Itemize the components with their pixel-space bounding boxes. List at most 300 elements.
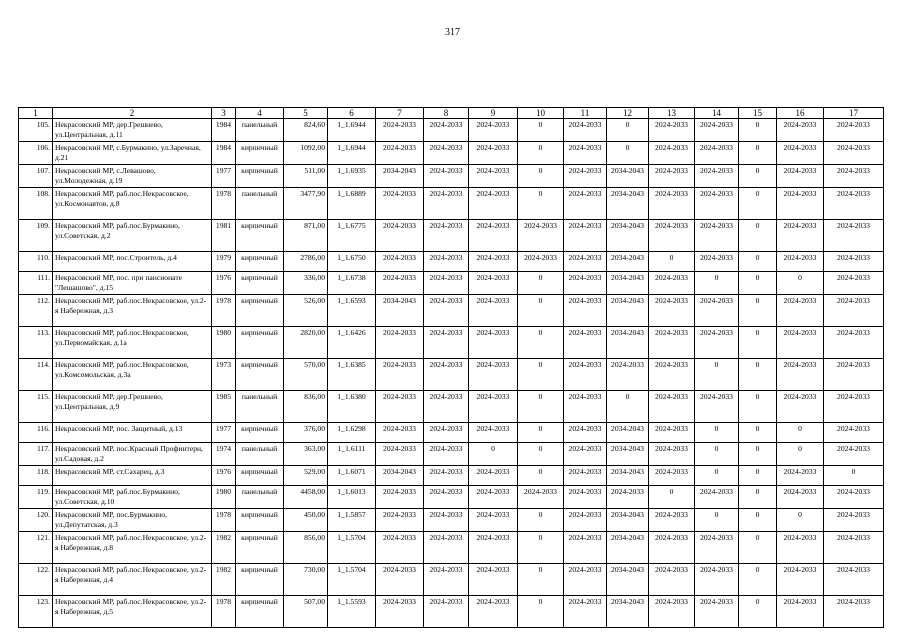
priority-index-cell: 1_1.6111: [328, 443, 376, 466]
period-col-16-cell: 2024-2033: [777, 188, 824, 220]
row-number-cell: 112.: [19, 295, 53, 327]
period-col-12-cell: 0: [607, 391, 649, 423]
area-cell: 529,00: [284, 466, 328, 486]
table-row: [19, 486, 884, 509]
priority-index-cell: 1_1.6593: [328, 295, 376, 327]
period-col-8-cell: 2024-2033: [424, 327, 469, 359]
period-col-17-cell: 2024-2033: [824, 295, 884, 327]
wall-material-cell: панельный: [236, 188, 284, 220]
period-col-9-cell: 2024-2033: [469, 486, 518, 509]
priority-index-cell: 1_1.6944: [328, 142, 376, 165]
period-col-15-cell: 0: [739, 564, 777, 596]
period-col-10-cell: 0: [518, 359, 564, 391]
priority-index-cell: 1_1.6071: [328, 466, 376, 486]
period-col-12-cell: 2024-2033: [607, 486, 649, 509]
period-col-10-cell: 2024-2033: [518, 486, 564, 509]
period-col-13-cell: 2024-2033: [649, 532, 695, 564]
row-number-cell: 120.: [19, 509, 53, 532]
period-col-17-cell: 2024-2033: [824, 443, 884, 466]
wall-material-cell: кирпичный: [236, 359, 284, 391]
column-header-15: 15: [739, 108, 777, 119]
area-cell: 836,00: [284, 391, 328, 423]
period-col-17-cell: 2024-2033: [824, 142, 884, 165]
period-col-7-cell: 2024-2033: [376, 564, 424, 596]
row-number-cell: 113.: [19, 327, 53, 359]
wall-material-cell: кирпичный: [236, 295, 284, 327]
period-col-8-cell: 2024-2033: [424, 220, 469, 252]
period-col-12-cell: 2034-2043: [607, 220, 649, 252]
period-col-9-cell: 2024-2033: [469, 509, 518, 532]
wall-material-cell: кирпичный: [236, 165, 284, 188]
address-cell: Некрасовский МР, раб.пос.Некрасовское, ул.2-я Набережная, д.3: [53, 295, 212, 327]
period-col-8-cell: 2024-2033: [424, 564, 469, 596]
year-built-cell: 1978: [212, 188, 236, 220]
period-col-12-cell: 2034-2043: [607, 252, 649, 272]
period-col-10-cell: 0: [518, 596, 564, 628]
period-col-11-cell: 2024-2033: [564, 142, 607, 165]
period-col-10-cell: 0: [518, 327, 564, 359]
period-col-8-cell: 2024-2033: [424, 466, 469, 486]
column-header-3: 3: [212, 108, 236, 119]
period-col-16-cell: 2024-2033: [777, 564, 824, 596]
area-cell: 3477,90: [284, 188, 328, 220]
column-header-10: 10: [518, 108, 564, 119]
table-row: [19, 423, 884, 443]
row-number-cell: 121.: [19, 532, 53, 564]
year-built-cell: 1980: [212, 327, 236, 359]
period-col-12-cell: 2024-2033: [607, 359, 649, 391]
priority-index-cell: 1_1.6750: [328, 252, 376, 272]
period-col-12-cell: 2034-2043: [607, 466, 649, 486]
address-cell: Некрасовский МР, пос.Строитель, д.4: [53, 252, 212, 272]
row-number-cell: 109.: [19, 220, 53, 252]
period-col-8-cell: 2024-2033: [424, 272, 469, 295]
table-row: [19, 509, 884, 532]
period-col-7-cell: 2024-2033: [376, 443, 424, 466]
period-col-8-cell: 2024-2033: [424, 486, 469, 509]
period-col-17-cell: 2024-2033: [824, 423, 884, 443]
period-col-13-cell: 2024-2033: [649, 119, 695, 142]
column-header-2: 2: [53, 108, 212, 119]
period-col-13-cell: 2024-2033: [649, 509, 695, 532]
header-row: [19, 108, 884, 119]
period-col-13-cell: 0: [649, 252, 695, 272]
column-header-17: 17: [824, 108, 884, 119]
row-number-cell: 114.: [19, 359, 53, 391]
address-cell: Некрасовский МР, ст.Сахарец, д.3: [53, 466, 212, 486]
table-row: [19, 466, 884, 486]
period-col-14-cell: 0: [695, 359, 739, 391]
year-built-cell: 1977: [212, 423, 236, 443]
period-col-17-cell: 2024-2033: [824, 327, 884, 359]
period-col-15-cell: 0: [739, 509, 777, 532]
period-col-9-cell: 2024-2033: [469, 423, 518, 443]
column-header-16: 16: [777, 108, 824, 119]
address-cell: Некрасовский МР, с.Бурмакино, ул.Заречная, д.21: [53, 142, 212, 165]
period-col-12-cell: 2034-2043: [607, 596, 649, 628]
period-col-8-cell: 2024-2033: [424, 119, 469, 142]
period-col-8-cell: 2024-2033: [424, 359, 469, 391]
year-built-cell: 1974: [212, 443, 236, 466]
period-col-11-cell: 2024-2033: [564, 295, 607, 327]
column-header-12: 12: [607, 108, 649, 119]
area-cell: 824,60: [284, 119, 328, 142]
period-col-11-cell: 2024-2033: [564, 272, 607, 295]
period-col-16-cell: 2024-2033: [777, 165, 824, 188]
period-col-16-cell: 2024-2033: [777, 596, 824, 628]
period-col-11-cell: 2024-2033: [564, 359, 607, 391]
period-col-8-cell: 2024-2033: [424, 295, 469, 327]
period-col-14-cell: 2024-2033: [695, 327, 739, 359]
period-col-12-cell: 2034-2043: [607, 423, 649, 443]
period-col-16-cell: 2024-2033: [777, 486, 824, 509]
period-col-10-cell: 2024-2033: [518, 252, 564, 272]
period-col-17-cell: 2024-2033: [824, 220, 884, 252]
period-col-8-cell: 2024-2033: [424, 165, 469, 188]
wall-material-cell: кирпичный: [236, 509, 284, 532]
period-col-11-cell: 2024-2033: [564, 509, 607, 532]
period-col-14-cell: 2024-2033: [695, 119, 739, 142]
wall-material-cell: панельный: [236, 443, 284, 466]
period-col-17-cell: 2024-2033: [824, 509, 884, 532]
year-built-cell: 1978: [212, 596, 236, 628]
period-col-17-cell: 2024-2033: [824, 272, 884, 295]
column-header-14: 14: [695, 108, 739, 119]
housing-repair-table: [18, 107, 884, 628]
period-col-7-cell: 2034-2043: [376, 466, 424, 486]
period-col-13-cell: 2024-2033: [649, 423, 695, 443]
period-col-15-cell: 0: [739, 466, 777, 486]
table-row: [19, 272, 884, 295]
address-cell: Некрасовский МР, раб.пос.Некрасовское, ул.Первомайская, д.1а: [53, 327, 212, 359]
address-cell: Некрасовский МР, раб.пос.Бурмакино, ул.Советская, д.2: [53, 220, 212, 252]
period-col-10-cell: 0: [518, 119, 564, 142]
period-col-10-cell: 0: [518, 391, 564, 423]
period-col-13-cell: 2024-2033: [649, 165, 695, 188]
priority-index-cell: 1_1.6385: [328, 359, 376, 391]
period-col-12-cell: 2034-2043: [607, 165, 649, 188]
row-number-cell: 116.: [19, 423, 53, 443]
priority-index-cell: 1_1.6775: [328, 220, 376, 252]
period-col-7-cell: 2034-2043: [376, 165, 424, 188]
area-cell: 2820,00: [284, 327, 328, 359]
table-row: [19, 443, 884, 466]
period-col-17-cell: 2024-2033: [824, 564, 884, 596]
period-col-15-cell: 0: [739, 272, 777, 295]
address-cell: Некрасовский МР, дер.Грешнево, ул.Центральная, д.11: [53, 119, 212, 142]
period-col-7-cell: 2024-2033: [376, 252, 424, 272]
period-col-15-cell: 0: [739, 165, 777, 188]
period-col-12-cell: 2034-2043: [607, 295, 649, 327]
year-built-cell: 1982: [212, 532, 236, 564]
priority-index-cell: 1_1.5593: [328, 596, 376, 628]
address-cell: Некрасовский МР, пос. Защитный, д.13: [53, 423, 212, 443]
period-col-14-cell: 2024-2033: [695, 295, 739, 327]
period-col-9-cell: 2024-2033: [469, 532, 518, 564]
period-col-9-cell: 2024-2033: [469, 119, 518, 142]
period-col-9-cell: 2024-2033: [469, 466, 518, 486]
period-col-14-cell: 2024-2033: [695, 188, 739, 220]
period-col-11-cell: 2024-2033: [564, 252, 607, 272]
period-col-13-cell: 2024-2033: [649, 391, 695, 423]
period-col-10-cell: 0: [518, 509, 564, 532]
period-col-16-cell: 0: [777, 443, 824, 466]
area-cell: 856,00: [284, 532, 328, 564]
period-col-11-cell: 2024-2033: [564, 564, 607, 596]
period-col-10-cell: 0: [518, 564, 564, 596]
row-number-cell: 108.: [19, 188, 53, 220]
period-col-15-cell: 0: [739, 119, 777, 142]
area-cell: 730,00: [284, 564, 328, 596]
year-built-cell: 1973: [212, 359, 236, 391]
period-col-16-cell: 2024-2033: [777, 220, 824, 252]
period-col-14-cell: 2024-2033: [695, 220, 739, 252]
period-col-8-cell: 2024-2033: [424, 596, 469, 628]
period-col-10-cell: 0: [518, 188, 564, 220]
period-col-10-cell: 0: [518, 532, 564, 564]
page-number: 317: [445, 27, 460, 38]
table-row: [19, 391, 884, 423]
period-col-13-cell: 2024-2033: [649, 327, 695, 359]
period-col-15-cell: 0: [739, 486, 777, 509]
row-number-cell: 118.: [19, 466, 53, 486]
year-built-cell: 1980: [212, 486, 236, 509]
row-number-cell: 106.: [19, 142, 53, 165]
row-number-cell: 119.: [19, 486, 53, 509]
table-row: [19, 252, 884, 272]
address-cell: Некрасовский МР, раб.пос.Некрасовское, ул.2-я Набережная, д.8: [53, 532, 212, 564]
area-cell: 4458,00: [284, 486, 328, 509]
period-col-14-cell: 2024-2033: [695, 165, 739, 188]
period-col-9-cell: 2024-2033: [469, 564, 518, 596]
column-header-4: 4: [236, 108, 284, 119]
priority-index-cell: 1_1.6380: [328, 391, 376, 423]
column-header-6: 6: [328, 108, 376, 119]
period-col-16-cell: 2024-2033: [777, 391, 824, 423]
period-col-11-cell: 2024-2033: [564, 596, 607, 628]
period-col-11-cell: 2024-2033: [564, 486, 607, 509]
period-col-17-cell: 2024-2033: [824, 486, 884, 509]
priority-index-cell: 1_1.5857: [328, 509, 376, 532]
priority-index-cell: 1_1.6889: [328, 188, 376, 220]
area-cell: 376,00: [284, 423, 328, 443]
address-cell: Некрасовский МР, раб.пос.Некрасовское, ул.2-я Набережная, д.4: [53, 564, 212, 596]
address-cell: Некрасовский МР, раб.пос.Некрасовское, ул.Космонавтов, д.8: [53, 188, 212, 220]
period-col-17-cell: 2024-2033: [824, 532, 884, 564]
period-col-14-cell: 2024-2033: [695, 391, 739, 423]
period-col-16-cell: 0: [777, 272, 824, 295]
period-col-12-cell: 2034-2043: [607, 188, 649, 220]
period-col-14-cell: 2024-2033: [695, 486, 739, 509]
area-cell: 511,00: [284, 165, 328, 188]
area-cell: 526,00: [284, 295, 328, 327]
priority-index-cell: 1_1.6298: [328, 423, 376, 443]
period-col-12-cell: 2034-2043: [607, 327, 649, 359]
period-col-15-cell: 0: [739, 596, 777, 628]
period-col-15-cell: 0: [739, 220, 777, 252]
period-col-15-cell: 0: [739, 327, 777, 359]
period-col-11-cell: 2024-2033: [564, 165, 607, 188]
period-col-14-cell: 2024-2033: [695, 596, 739, 628]
table-row: [19, 165, 884, 188]
period-col-11-cell: 2024-2033: [564, 532, 607, 564]
wall-material-cell: кирпичный: [236, 564, 284, 596]
period-col-7-cell: 2024-2033: [376, 509, 424, 532]
period-col-16-cell: 0: [777, 423, 824, 443]
period-col-7-cell: 2024-2033: [376, 359, 424, 391]
period-col-15-cell: 0: [739, 532, 777, 564]
year-built-cell: 1976: [212, 466, 236, 486]
period-col-7-cell: 2024-2033: [376, 596, 424, 628]
wall-material-cell: панельный: [236, 391, 284, 423]
period-col-12-cell: 0: [607, 142, 649, 165]
period-col-16-cell: 2024-2033: [777, 327, 824, 359]
period-col-8-cell: 2024-2033: [424, 443, 469, 466]
period-col-12-cell: 2034-2043: [607, 564, 649, 596]
row-number-cell: 110.: [19, 252, 53, 272]
period-col-9-cell: 2024-2033: [469, 220, 518, 252]
period-col-10-cell: 0: [518, 142, 564, 165]
address-cell: Некрасовский МР, дер.Грешнево, ул.Центральная, д.9: [53, 391, 212, 423]
column-header-13: 13: [649, 108, 695, 119]
area-cell: 871,00: [284, 220, 328, 252]
wall-material-cell: кирпичный: [236, 142, 284, 165]
period-col-10-cell: 0: [518, 272, 564, 295]
year-built-cell: 1978: [212, 509, 236, 532]
period-col-16-cell: 2024-2033: [777, 252, 824, 272]
period-col-17-cell: 0: [824, 466, 884, 486]
period-col-9-cell: 2024-2033: [469, 252, 518, 272]
row-number-cell: 122.: [19, 564, 53, 596]
period-col-15-cell: 0: [739, 359, 777, 391]
period-col-7-cell: 2024-2033: [376, 423, 424, 443]
period-col-12-cell: 2034-2043: [607, 509, 649, 532]
period-col-14-cell: 0: [695, 443, 739, 466]
address-cell: Некрасовский МР, пос.Красный Профинтерн, ул.Садовая, д.2: [53, 443, 212, 466]
period-col-7-cell: 2024-2033: [376, 188, 424, 220]
column-header-9: 9: [469, 108, 518, 119]
area-cell: 363,00: [284, 443, 328, 466]
wall-material-cell: панельный: [236, 486, 284, 509]
table-row: [19, 188, 884, 220]
period-col-7-cell: 2034-2043: [376, 295, 424, 327]
period-col-7-cell: 2024-2033: [376, 532, 424, 564]
period-col-15-cell: 0: [739, 423, 777, 443]
period-col-7-cell: 2024-2033: [376, 119, 424, 142]
period-col-16-cell: 2024-2033: [777, 295, 824, 327]
period-col-11-cell: 2024-2033: [564, 466, 607, 486]
period-col-14-cell: 2024-2033: [695, 252, 739, 272]
period-col-13-cell: 2024-2033: [649, 188, 695, 220]
period-col-12-cell: 2034-2043: [607, 532, 649, 564]
period-col-13-cell: 2024-2033: [649, 359, 695, 391]
period-col-15-cell: 0: [739, 188, 777, 220]
address-cell: Некрасовский МР, с.Левашово, ул.Молодежная, д.19: [53, 165, 212, 188]
period-col-12-cell: 0: [607, 119, 649, 142]
address-cell: Некрасовский МР, пос. при пансионате "Лешашово", д.15: [53, 272, 212, 295]
period-col-17-cell: 2024-2033: [824, 119, 884, 142]
period-col-8-cell: 2024-2033: [424, 423, 469, 443]
period-col-9-cell: 2024-2033: [469, 327, 518, 359]
area-cell: 507,00: [284, 596, 328, 628]
period-col-7-cell: 2024-2033: [376, 142, 424, 165]
table-row: [19, 596, 884, 628]
period-col-16-cell: 2024-2033: [777, 142, 824, 165]
row-number-cell: 111.: [19, 272, 53, 295]
period-col-16-cell: 0: [777, 509, 824, 532]
period-col-14-cell: 0: [695, 509, 739, 532]
wall-material-cell: кирпичный: [236, 272, 284, 295]
period-col-14-cell: 0: [695, 423, 739, 443]
period-col-15-cell: 0: [739, 443, 777, 466]
year-built-cell: 1979: [212, 252, 236, 272]
period-col-8-cell: 2024-2033: [424, 391, 469, 423]
period-col-12-cell: 2034-2043: [607, 272, 649, 295]
period-col-9-cell: 2024-2033: [469, 359, 518, 391]
period-col-15-cell: 0: [739, 142, 777, 165]
period-col-9-cell: 2024-2033: [469, 596, 518, 628]
period-col-13-cell: 2024-2033: [649, 596, 695, 628]
period-col-17-cell: 2024-2033: [824, 359, 884, 391]
year-built-cell: 1978: [212, 295, 236, 327]
period-col-7-cell: 2024-2033: [376, 220, 424, 252]
period-col-13-cell: 2024-2033: [649, 295, 695, 327]
table-row: [19, 142, 884, 165]
address-cell: Некрасовский МР, раб.пос.Бурмакино, ул.Советская, д.10: [53, 486, 212, 509]
priority-index-cell: 1_1.5704: [328, 564, 376, 596]
wall-material-cell: кирпичный: [236, 596, 284, 628]
period-col-7-cell: 2024-2033: [376, 486, 424, 509]
period-col-8-cell: 2024-2033: [424, 532, 469, 564]
period-col-10-cell: 0: [518, 295, 564, 327]
period-col-8-cell: 2024-2033: [424, 142, 469, 165]
period-col-11-cell: 2024-2033: [564, 391, 607, 423]
wall-material-cell: кирпичный: [236, 423, 284, 443]
period-col-14-cell: 2024-2033: [695, 564, 739, 596]
period-col-13-cell: 2024-2033: [649, 142, 695, 165]
period-col-9-cell: 2024-2033: [469, 295, 518, 327]
row-number-cell: 117.: [19, 443, 53, 466]
column-header-5: 5: [284, 108, 328, 119]
period-col-16-cell: 2024-2033: [777, 466, 824, 486]
period-col-9-cell: 2024-2033: [469, 188, 518, 220]
year-built-cell: 1981: [212, 220, 236, 252]
wall-material-cell: кирпичный: [236, 252, 284, 272]
area-cell: 2786,00: [284, 252, 328, 272]
period-col-7-cell: 2024-2033: [376, 391, 424, 423]
wall-material-cell: кирпичный: [236, 327, 284, 359]
year-built-cell: 1984: [212, 142, 236, 165]
area-cell: 1092,00: [284, 142, 328, 165]
year-built-cell: 1977: [212, 165, 236, 188]
period-col-10-cell: 0: [518, 423, 564, 443]
period-col-14-cell: 0: [695, 466, 739, 486]
period-col-11-cell: 2024-2033: [564, 423, 607, 443]
period-col-14-cell: 2024-2033: [695, 532, 739, 564]
period-col-9-cell: 2024-2033: [469, 272, 518, 295]
period-col-11-cell: 2024-2033: [564, 327, 607, 359]
column-header-7: 7: [376, 108, 424, 119]
period-col-8-cell: 2024-2033: [424, 188, 469, 220]
priority-index-cell: 1_1.6013: [328, 486, 376, 509]
period-col-9-cell: 2024-2033: [469, 165, 518, 188]
period-col-17-cell: 2024-2033: [824, 596, 884, 628]
period-col-13-cell: 2024-2033: [649, 272, 695, 295]
year-built-cell: 1984: [212, 119, 236, 142]
period-col-11-cell: 2024-2033: [564, 443, 607, 466]
period-col-13-cell: 2024-2033: [649, 466, 695, 486]
table-row: [19, 564, 884, 596]
